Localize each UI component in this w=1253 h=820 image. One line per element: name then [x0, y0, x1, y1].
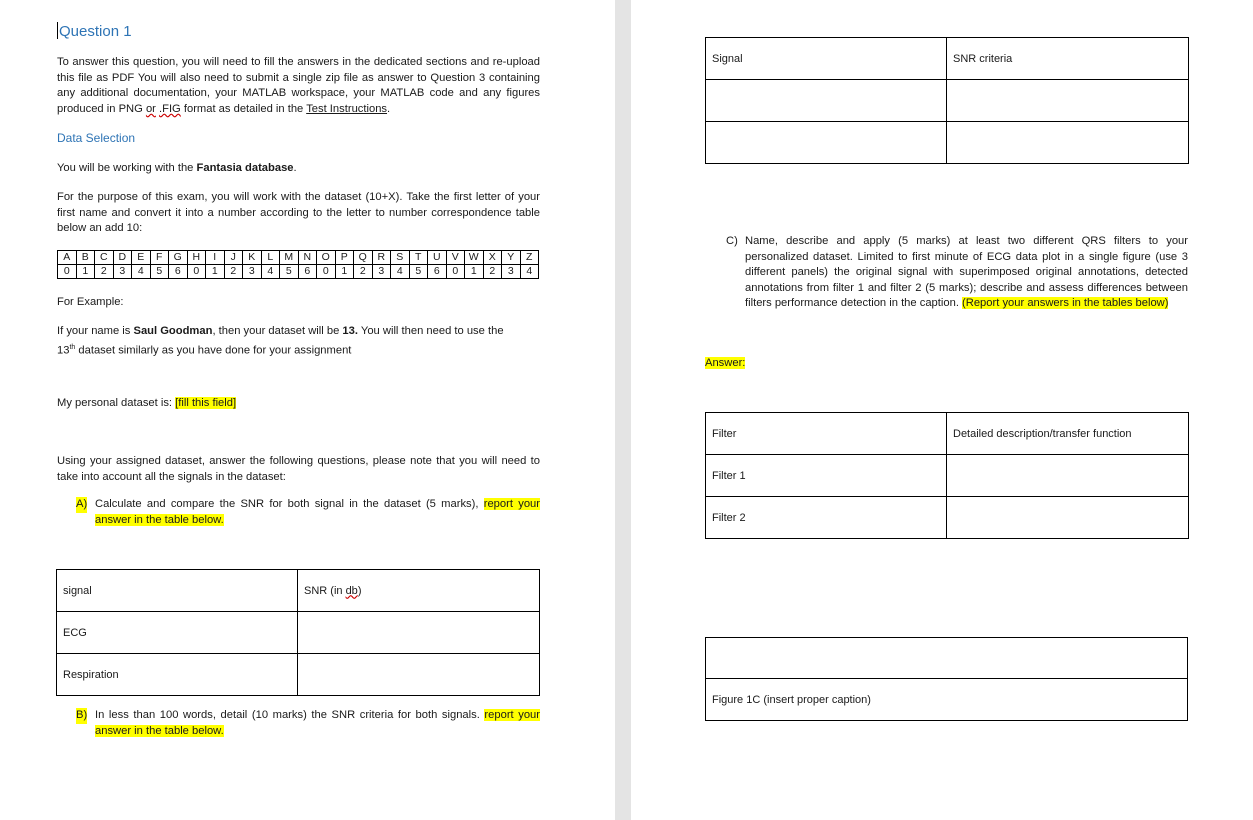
number-cell[interactable]: 1	[335, 265, 354, 279]
letter-cell[interactable]: M	[280, 251, 299, 265]
example-paragraph[interactable]: If your name is Saul Goodman, then your dataset will be 13. You will then need to use the 13th dataset similarly as you have done for your assignment	[57, 325, 504, 357]
filter-cell-description[interactable]	[947, 497, 1189, 539]
criteria-cell[interactable]	[706, 80, 947, 122]
question-title[interactable]: Question 1	[59, 23, 132, 40]
numbers-row	[58, 265, 539, 279]
number-cell[interactable]: 1	[76, 265, 95, 279]
table-row	[706, 455, 1189, 497]
snr-cell-signal[interactable]: Respiration	[57, 654, 298, 696]
number-cell[interactable]: 2	[224, 265, 243, 279]
number-cell[interactable]: 4	[520, 265, 539, 279]
number-cell[interactable]: 6	[298, 265, 317, 279]
snr-header-signal[interactable]: signal	[57, 570, 298, 612]
letter-cell[interactable]: R	[372, 251, 391, 265]
table-row	[57, 654, 540, 696]
number-cell[interactable]: 1	[206, 265, 225, 279]
personal-dataset-field[interactable]: [fill this field]	[175, 397, 237, 409]
number-cell[interactable]: 3	[372, 265, 391, 279]
letter-cell[interactable]: X	[483, 251, 502, 265]
snr-cell-value[interactable]	[298, 612, 540, 654]
letter-cell[interactable]: Q	[354, 251, 373, 265]
number-cell[interactable]: 5	[150, 265, 169, 279]
number-cell[interactable]: 6	[169, 265, 188, 279]
filter-cell-name[interactable]: Filter 1	[706, 455, 947, 497]
figure-caption-row	[706, 679, 1188, 721]
table-row	[706, 80, 1189, 122]
filter-cell-description[interactable]	[947, 455, 1189, 497]
letter-cell[interactable]: L	[261, 251, 280, 265]
figure-caption[interactable]: Figure 1C (insert proper caption)	[706, 679, 1188, 721]
snr-criteria-table[interactable]	[705, 37, 1189, 164]
letter-cell[interactable]: K	[243, 251, 262, 265]
figure-placeholder-cell[interactable]	[706, 638, 1188, 679]
letter-cell[interactable]: P	[335, 251, 354, 265]
filter-header-description[interactable]: Detailed description/transfer function	[947, 413, 1189, 455]
letter-cell[interactable]: T	[409, 251, 428, 265]
number-cell[interactable]: 0	[317, 265, 336, 279]
number-cell[interactable]: 3	[502, 265, 521, 279]
table-row	[706, 122, 1189, 164]
figure-table[interactable]	[705, 637, 1188, 721]
figure-placeholder-row	[706, 638, 1188, 679]
letter-cell[interactable]: S	[391, 251, 410, 265]
number-cell[interactable]: 0	[58, 265, 77, 279]
intro-paragraph[interactable]: To answer this question, you will need to fill the answers in the dedicated sections and re-upload this file as PDF You will also need to submit a single zip file as answer to Question 3 containing any additional documentation, your MATLAB workspace, your MATLAB code and any figures produced in PNG or .FIG format as detailed in the Test Instructions.	[57, 56, 540, 115]
letter-cell[interactable]: C	[95, 251, 114, 265]
criteria-cell[interactable]	[706, 122, 947, 164]
instructions-paragraph[interactable]: Using your assigned dataset, answer the following questions, please note that you will need to take into account all the signals in the dataset:	[57, 455, 540, 483]
question-c[interactable]: C) Name, describe and apply (5 marks) at least two different QRS filters to your personalized dataset. Limited to first minute of ECG data plot in a single figure (use 3 different panels) the original signal with superimposed original annotations, detected annotations from filter 1 and filter 2 (5 marks); describe and assess differences between filters performance detection in the caption. (Report your answers in the tables below)	[726, 235, 1188, 310]
question-b[interactable]: B) In less than 100 words, detail (10 marks) the SNR criteria for both signals. report your answer in the table below.	[76, 709, 540, 737]
number-cell[interactable]: 4	[391, 265, 410, 279]
number-cell[interactable]: 5	[280, 265, 299, 279]
database-paragraph[interactable]: You will be working with the Fantasia database.	[57, 162, 297, 174]
number-cell[interactable]: 3	[113, 265, 132, 279]
text-cursor	[57, 22, 58, 39]
number-cell[interactable]: 0	[187, 265, 206, 279]
letter-cell[interactable]: J	[224, 251, 243, 265]
letter-cell[interactable]: F	[150, 251, 169, 265]
number-cell[interactable]: 4	[261, 265, 280, 279]
number-cell[interactable]: 3	[243, 265, 262, 279]
letter-cell[interactable]: N	[298, 251, 317, 265]
letter-cell[interactable]: B	[76, 251, 95, 265]
number-cell[interactable]: 2	[483, 265, 502, 279]
criteria-header-signal[interactable]: Signal	[706, 38, 947, 80]
letter-cell[interactable]: G	[169, 251, 188, 265]
document-page-right	[631, 0, 1253, 820]
criteria-cell[interactable]	[947, 80, 1189, 122]
criteria-cell[interactable]	[947, 122, 1189, 164]
page-gutter	[615, 0, 631, 820]
number-cell[interactable]: 6	[428, 265, 447, 279]
filter-cell-name[interactable]: Filter 2	[706, 497, 947, 539]
letter-cell[interactable]: U	[428, 251, 447, 265]
personal-dataset-line[interactable]: My personal dataset is: [fill this field]	[57, 397, 237, 409]
criteria-header-row	[706, 38, 1189, 80]
letter-cell[interactable]: W	[465, 251, 484, 265]
document-page-left	[0, 0, 615, 820]
letter-cell[interactable]: V	[446, 251, 465, 265]
example-label[interactable]: For Example:	[57, 296, 124, 308]
question-a[interactable]: A) Calculate and compare the SNR for both signal in the dataset (5 marks), report your answer in the table below.	[76, 498, 540, 526]
data-selection-heading[interactable]: Data Selection	[57, 131, 136, 145]
snr-cell-value[interactable]	[298, 654, 540, 696]
filter-header-row	[706, 413, 1189, 455]
letter-cell[interactable]: O	[317, 251, 336, 265]
letter-number-table[interactable]	[57, 250, 539, 279]
table-row	[57, 612, 540, 654]
snr-cell-signal[interactable]: ECG	[57, 612, 298, 654]
snr-header-row	[57, 570, 540, 612]
number-cell[interactable]: 2	[354, 265, 373, 279]
table-row	[706, 497, 1189, 539]
letters-row	[58, 251, 539, 265]
snr-header-value[interactable]: SNR (in db)	[298, 570, 540, 612]
criteria-header-criteria[interactable]: SNR criteria	[947, 38, 1189, 80]
purpose-paragraph[interactable]: For the purpose of this exam, you will work with the dataset (10+X). Take the first letter of your first name and convert it into a number according to the letter to number correspondence table below an add 10:	[57, 191, 540, 235]
letter-cell[interactable]: H	[187, 251, 206, 265]
number-cell[interactable]: 5	[409, 265, 428, 279]
letter-cell[interactable]: E	[132, 251, 151, 265]
letter-cell[interactable]: Y	[502, 251, 521, 265]
letter-cell[interactable]: A	[58, 251, 77, 265]
number-cell[interactable]: 4	[132, 265, 151, 279]
test-instructions-link[interactable]: Test Instructions	[306, 102, 388, 115]
number-cell[interactable]: 2	[95, 265, 114, 279]
number-cell[interactable]: 1	[465, 265, 484, 279]
answer-label[interactable]: Answer:	[705, 357, 746, 369]
number-cell[interactable]: 0	[446, 265, 465, 279]
filter-header-name[interactable]: Filter	[706, 413, 947, 455]
letter-cell[interactable]: Z	[520, 251, 539, 265]
filter-table[interactable]	[705, 412, 1189, 539]
snr-table[interactable]	[56, 569, 540, 696]
letter-cell[interactable]: I	[206, 251, 225, 265]
letter-cell[interactable]: D	[113, 251, 132, 265]
